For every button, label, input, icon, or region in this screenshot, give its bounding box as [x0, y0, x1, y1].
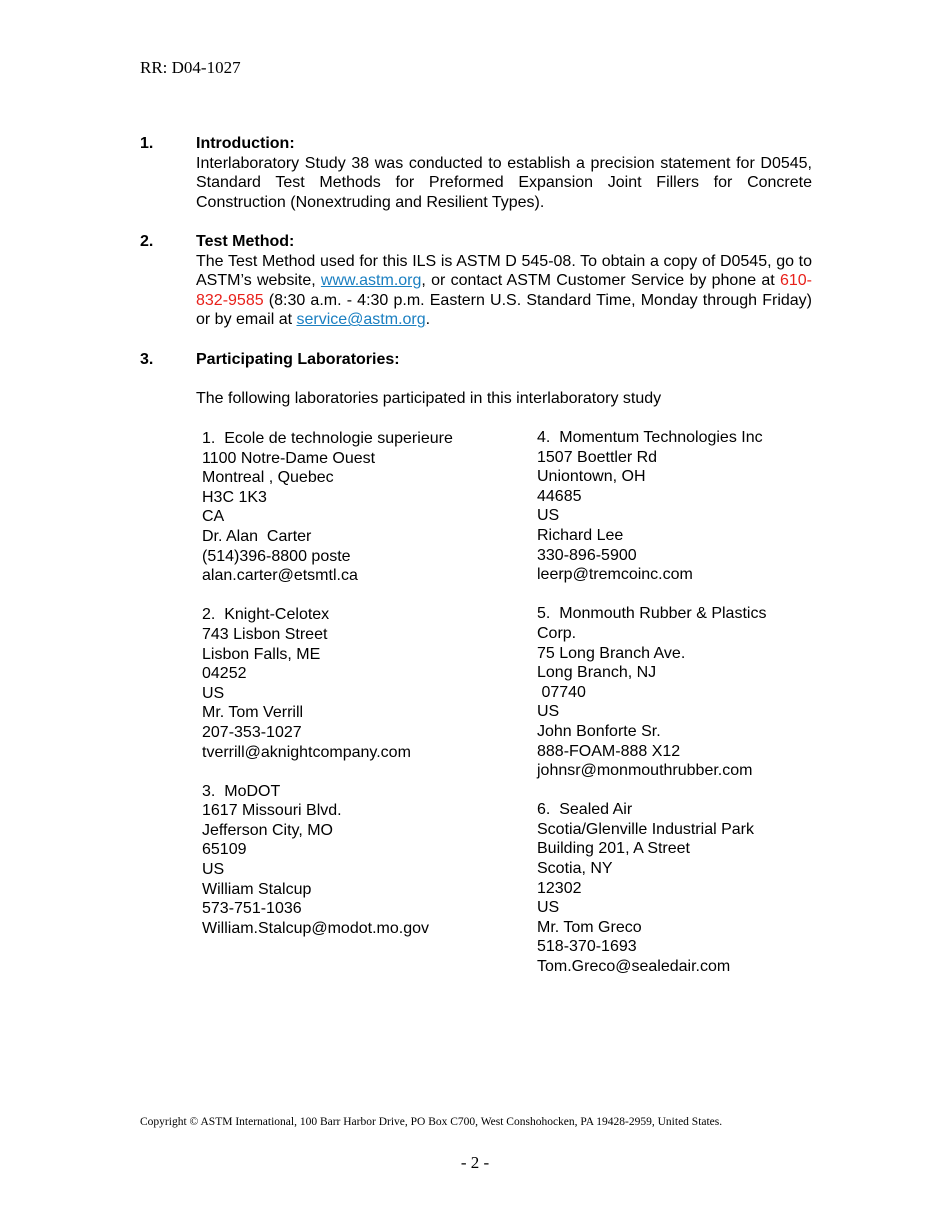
page-number: - 2 - — [460, 1153, 490, 1172]
lab-line: Richard Lee — [537, 526, 624, 544]
lab-entry — [202, 605, 522, 762]
lab-line: 1617 Missouri Blvd. — [202, 802, 342, 820]
lab-line: 573-751-1036 — [202, 900, 302, 918]
section-test-method — [140, 232, 812, 330]
lab-line: US — [537, 703, 560, 721]
lab-line: Jefferson City, MO — [202, 821, 333, 839]
lab-line: 1100 Notre-Dame Ouest — [202, 449, 376, 467]
astm-website-link[interactable]: www.astm.org — [320, 272, 422, 290]
lab-line: 1. Ecole de technologie superieure — [202, 430, 453, 447]
lab-entry — [537, 604, 837, 780]
text-segment: The Test Method used for this ILS is ASTM D 545-08. To obtain a copy of D0545, go to ASTM’s website, — [196, 252, 812, 290]
lab-line: Mr. Tom Verrill — [202, 704, 304, 722]
lab-line: 3. MoDOT — [202, 782, 281, 800]
lab-line: 207-353-1027 — [202, 723, 302, 741]
lab-line: Long Branch, NJ — [537, 664, 657, 682]
lab-line: 12302 — [537, 879, 582, 897]
section-text: Interlaboratory Study 38 was conducted to establish a precision statement for D0545, Standard Test Methods for Preformed Expansion Joint Fillers for Concrete Construction (Nonextruding and Resilient Types). — [196, 154, 812, 211]
section-text — [196, 252, 812, 330]
lab-line: tverrill@aknightcompany.com — [202, 743, 411, 761]
section-title: Introduction: — [196, 135, 295, 152]
lab-line: 743 Lisbon Street — [202, 625, 328, 643]
text-segment: (8:30 a.m. - 4:30 p.m. Eastern U.S. Standard Time, Monday through Friday) or by email at — [196, 291, 812, 329]
lab-line: leerp@tremcoinc.com — [537, 566, 693, 584]
lab-line: 04252 — [202, 665, 247, 683]
lab-line: Scotia, NY — [537, 860, 613, 878]
text-segment: . — [425, 311, 431, 329]
labs-column-left — [202, 429, 522, 958]
lab-line: alan.carter@etsmtl.ca — [202, 567, 358, 585]
section-introduction — [140, 134, 812, 212]
lab-line: 07740 — [537, 683, 586, 701]
lab-line: H3C 1K3 — [202, 488, 267, 506]
service-email-link[interactable]: service@astm.org — [296, 311, 426, 329]
lab-line: Scotia/Glenville Industrial Park — [537, 820, 754, 838]
lab-line: John Bonforte Sr. — [537, 722, 661, 740]
lab-line: CA — [202, 508, 225, 526]
section-number: 3. — [140, 351, 154, 368]
lab-line: William Stalcup — [202, 880, 312, 898]
lab-line: Dr. Alan Carter — [202, 527, 312, 545]
lab-entry — [537, 428, 837, 585]
lab-line: Uniontown, OH — [537, 468, 646, 486]
lab-line: US — [537, 507, 560, 525]
lab-line: Lisbon Falls, ME — [202, 645, 321, 663]
section-number: 1. — [140, 135, 154, 152]
lab-entry — [202, 782, 522, 939]
lab-line: 888-FOAM-888 X12 — [537, 742, 681, 760]
text-segment: , or contact ASTM Customer Service by phone at — [421, 272, 780, 290]
lab-line: Corp. — [537, 624, 577, 642]
lab-line: William.Stalcup@modot.mo.gov — [202, 919, 429, 937]
lab-line: 44685 — [537, 487, 582, 505]
lab-line: 2. Knight-Celotex — [202, 606, 330, 624]
lab-line: 65109 — [202, 841, 247, 859]
lab-line: (514)396-8800 poste — [202, 547, 351, 565]
lab-line: 1507 Boettler Rd — [537, 448, 658, 466]
lab-line: Tom.Greco@sealedair.com — [537, 958, 731, 976]
lab-line: 330-896-5900 — [537, 546, 637, 564]
customer-service-phone: 610-832-9585 — [196, 272, 812, 309]
lab-line: 5. Monmouth Rubber & Plastics — [537, 605, 767, 623]
copyright-notice: Copyright © ASTM International, 100 Barr Harbor Drive, PO Box C700, West Conshohocken, PA 19428-2959, United States. — [140, 1116, 723, 1128]
labs-column-right — [537, 428, 837, 996]
lab-line: 75 Long Branch Ave. — [537, 644, 686, 662]
lab-line: 4. Momentum Technologies Inc — [537, 429, 763, 446]
lab-entry — [202, 429, 522, 586]
section-participating-labs — [140, 350, 812, 370]
section-title: Participating Laboratories: — [196, 351, 400, 368]
lab-line: Building 201, A Street — [537, 840, 690, 858]
lab-line: Mr. Tom Greco — [537, 918, 642, 936]
report-id: RR: D04-1027 — [140, 58, 241, 77]
lab-line: johnsr@monmouthrubber.com — [537, 762, 753, 780]
lab-entry — [537, 800, 837, 976]
lab-line: US — [537, 899, 560, 917]
section-title: Test Method: — [196, 233, 295, 250]
lab-line: US — [202, 684, 225, 702]
lab-line: US — [202, 861, 225, 879]
labs-intro-text: The following laboratories participated in this interlaboratory study — [196, 390, 662, 407]
section-number: 2. — [140, 233, 154, 250]
lab-line: Montreal , Quebec — [202, 469, 334, 487]
lab-line: 6. Sealed Air — [537, 801, 633, 819]
lab-line: 518-370-1693 — [537, 938, 637, 956]
